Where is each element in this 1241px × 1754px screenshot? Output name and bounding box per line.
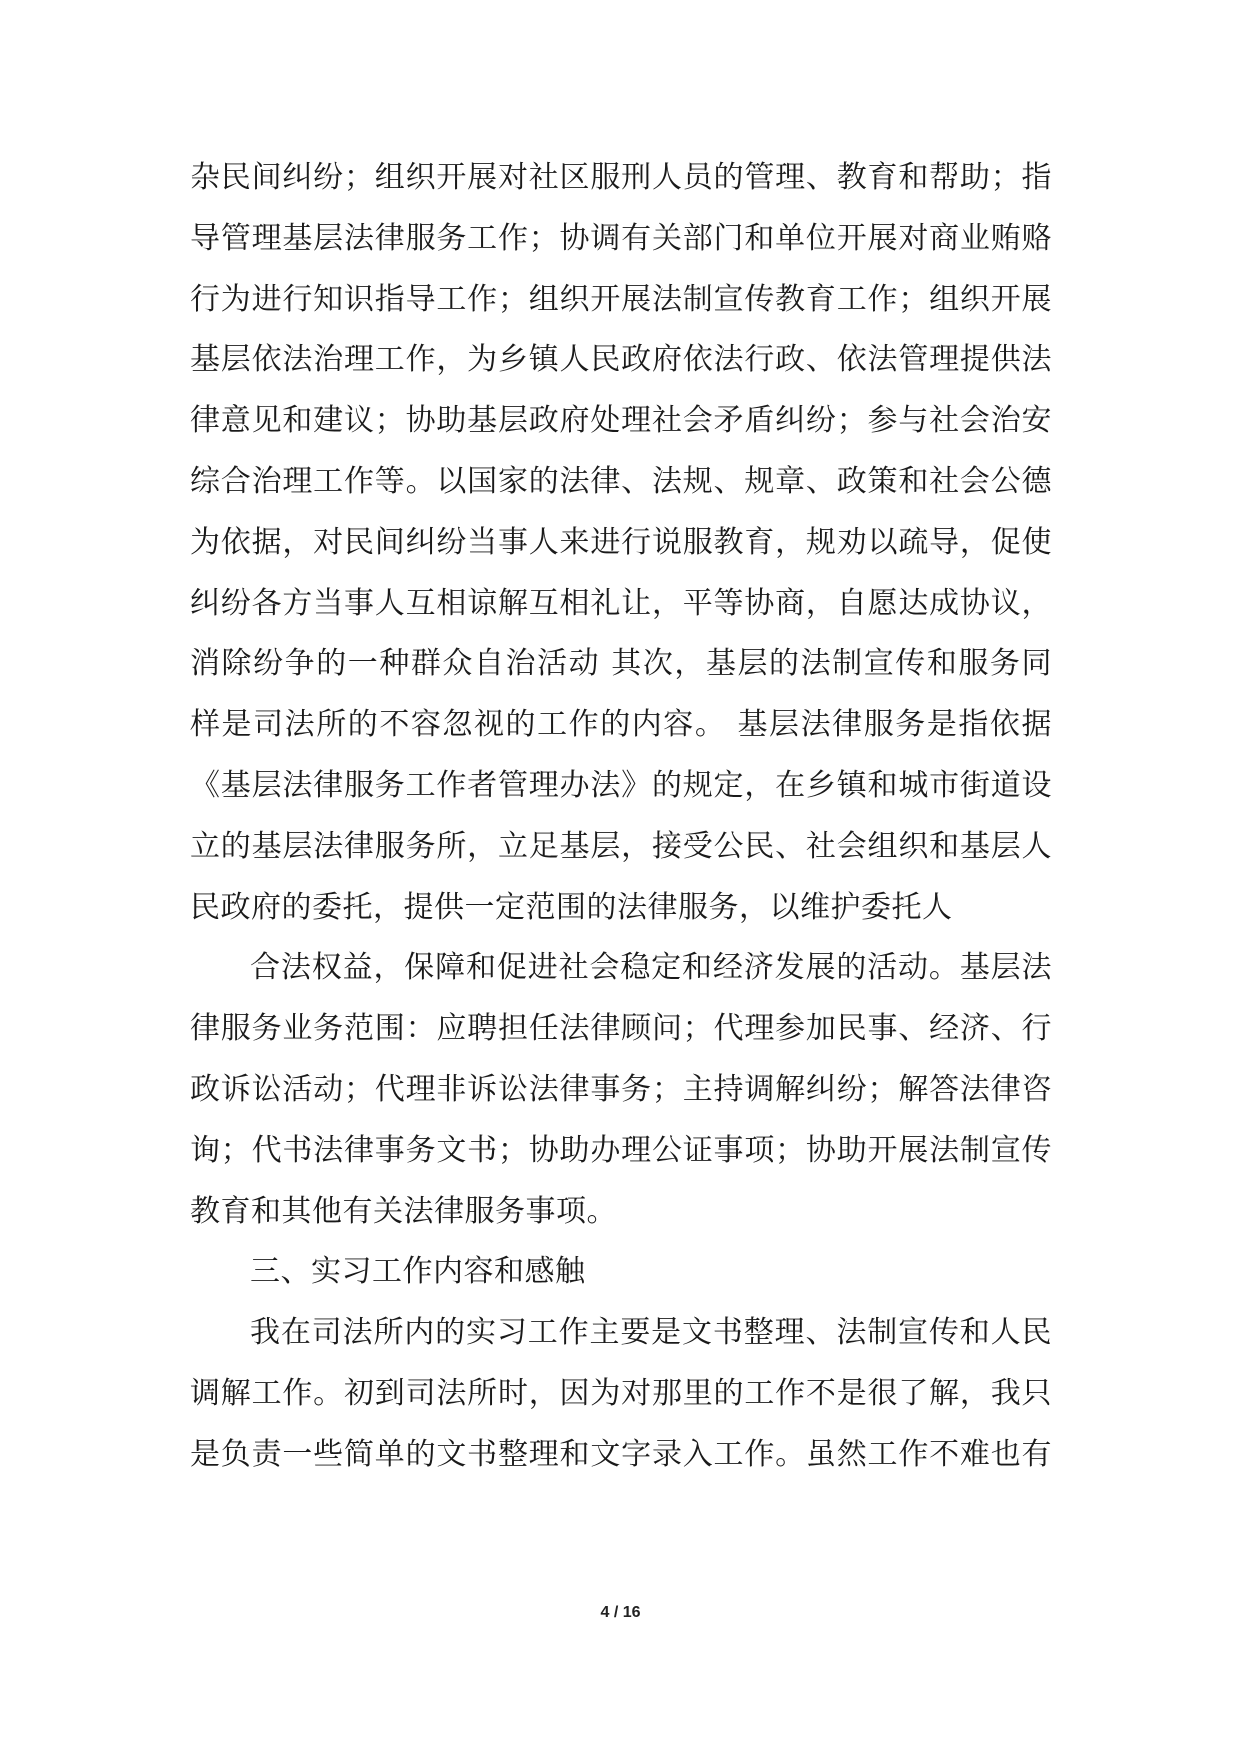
text-line: 民政府的委托，提供一定范围的法律服务，以维护委托人 <box>190 889 953 925</box>
text-line: 纠纷各方当事人互相谅解互相礼让，平等协商，自愿达成协议， <box>190 585 1052 621</box>
text-line: 政诉讼活动；代理非诉讼法律事务；主持调解纠纷；解答法律咨 <box>190 1071 1052 1107</box>
text-line: 询；代书法律事务文书；协助办理公证事项；协助开展法制宣传 <box>190 1132 1052 1168</box>
section-heading: 三、实习工作内容和感触 <box>250 1254 586 1290</box>
text-line: 《基层法律服务工作者管理办法》的规定，在乡镇和城市街道设 <box>190 767 1052 803</box>
text-line: 律意见和建议；协助基层政府处理社会矛盾纠纷；参与社会治安 <box>190 403 1052 439</box>
text-line: 样是司法所的不容忽视的工作的内容。 基层法律服务是指依据 <box>190 707 1052 743</box>
text-line: 调解工作。初到司法所时，因为对那里的工作不是很了解，我只 <box>190 1375 1052 1411</box>
text-line: 是负责一些简单的文书整理和文字录入工作。虽然工作不难也有 <box>190 1436 1052 1472</box>
text-line: 立的基层法律服务所，立足基层，接受公民、社会组织和基层人 <box>190 828 1052 864</box>
text-line: 导管理基层法律服务工作；协调有关部门和单位开展对商业贿赂 <box>190 220 1052 256</box>
text-line: 基层依法治理工作，为乡镇人民政府依法行政、依法管理提供法 <box>190 342 1052 378</box>
document-body <box>190 148 1052 1486</box>
text-line: 消除纷争的一种群众自治活动 其次，基层的法制宣传和服务同 <box>190 646 1052 682</box>
text-line: 律服务业务范围：应聘担任法律顾问；代理参加民事、经济、行 <box>190 1011 1052 1047</box>
text-line: 为依据，对民间纠纷当事人来进行说服教育，规劝以疏导，促使 <box>190 524 1052 560</box>
text-line: 教育和其他有关法律服务事项。 <box>190 1193 617 1229</box>
text-line: 行为进行知识指导工作；组织开展法制宣传教育工作；组织开展 <box>190 281 1052 317</box>
text-line: 合法权益，保障和促进社会稳定和经济发展的活动。基层法 <box>250 950 1052 986</box>
page-number: 4 / 16 <box>600 1604 641 1621</box>
text-line: 综合治理工作等。以国家的法律、法规、规章、政策和社会公德 <box>190 463 1052 499</box>
text-line: 杂民间纠纷；组织开展对社区服刑人员的管理、教育和帮助；指 <box>190 160 1052 195</box>
text-line: 我在司法所内的实习工作主要是文书整理、法制宣传和人民 <box>250 1315 1052 1351</box>
